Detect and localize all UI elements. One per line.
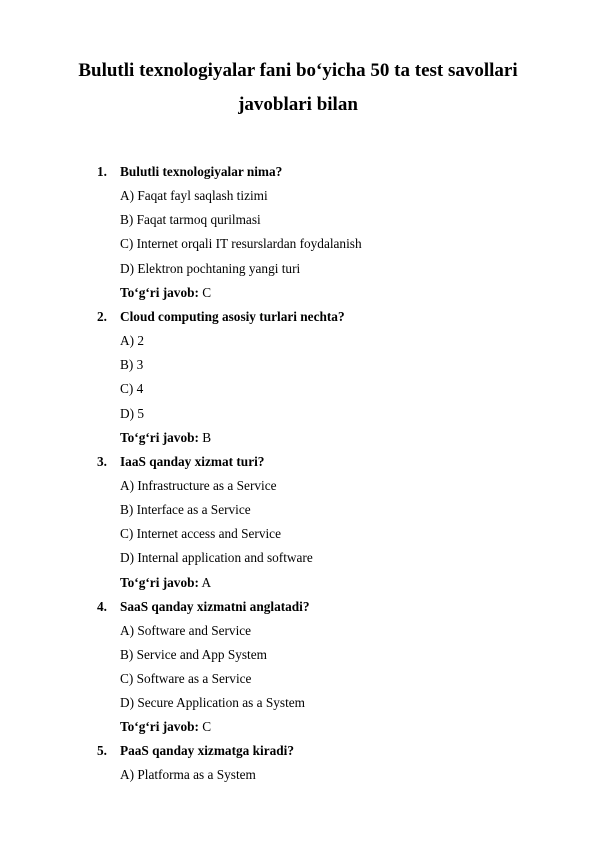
option-b: B) Faqat tarmoq qurilmasi [120, 212, 261, 227]
option-b: B) Interface as a Service [120, 502, 251, 517]
option-a: A) 2 [120, 333, 145, 348]
option-a: A) Platforma as a System [120, 767, 256, 782]
question-1 [97, 165, 282, 178]
option-a: A) Software and Service [120, 623, 252, 638]
question-number: 4. [97, 599, 107, 614]
correct-answer [120, 576, 211, 589]
correct-answer [120, 286, 211, 299]
correct-answer [120, 720, 211, 733]
question-number: 3. [97, 454, 107, 469]
option-b: B) 3 [120, 357, 144, 372]
question-text: PaaS qanday xizmatga kiradi? [120, 743, 294, 758]
option-c: C) Software as a Service [120, 671, 252, 686]
answer-label: To‘g‘ri javob: [120, 285, 199, 300]
option-d: D) Internal application and software [120, 550, 313, 565]
document-title-line-1: Bulutli texnologiyalar fani bo‘yicha 50 ta test savollari [78, 60, 518, 81]
option-d: D) Secure Application as a System [120, 695, 306, 710]
question-3 [97, 455, 264, 468]
question-text: SaaS qanday xizmatni anglatadi? [120, 599, 310, 614]
answer-label: To‘g‘ri javob: [120, 575, 199, 590]
option-d: D) 5 [120, 406, 145, 421]
option-c: C) 4 [120, 381, 144, 396]
option-a: A) Infrastructure as a Service [120, 478, 277, 493]
question-text: Bulutli texnologiyalar nima? [120, 164, 283, 179]
answer-value: C [202, 285, 212, 300]
answer-value: A [201, 575, 212, 590]
option-d: D) Elektron pochtaning yangi turi [120, 261, 301, 276]
question-text: Cloud computing asosiy turlari nechta? [120, 309, 345, 324]
answer-label: To‘g‘ri javob: [120, 719, 199, 734]
option-c: C) Internet orqali IT resurslardan foydalanish [120, 236, 362, 251]
question-number: 5. [97, 743, 107, 758]
option-b: B) Service and App System [120, 647, 267, 662]
correct-answer [120, 431, 211, 444]
answer-label: To‘g‘ri javob: [120, 430, 199, 445]
option-a: A) Faqat fayl saqlash tizimi [120, 188, 268, 203]
question-number: 2. [97, 309, 107, 324]
question-number: 1. [97, 164, 107, 179]
option-c: C) Internet access and Service [120, 526, 281, 541]
question-2 [97, 310, 345, 323]
answer-value: B [202, 430, 212, 445]
answer-value: C [202, 719, 212, 734]
question-4 [97, 600, 310, 613]
document-title-line-2: javoblari bilan [238, 94, 358, 115]
question-text: IaaS qanday xizmat turi? [120, 454, 265, 469]
question-5 [97, 744, 294, 757]
